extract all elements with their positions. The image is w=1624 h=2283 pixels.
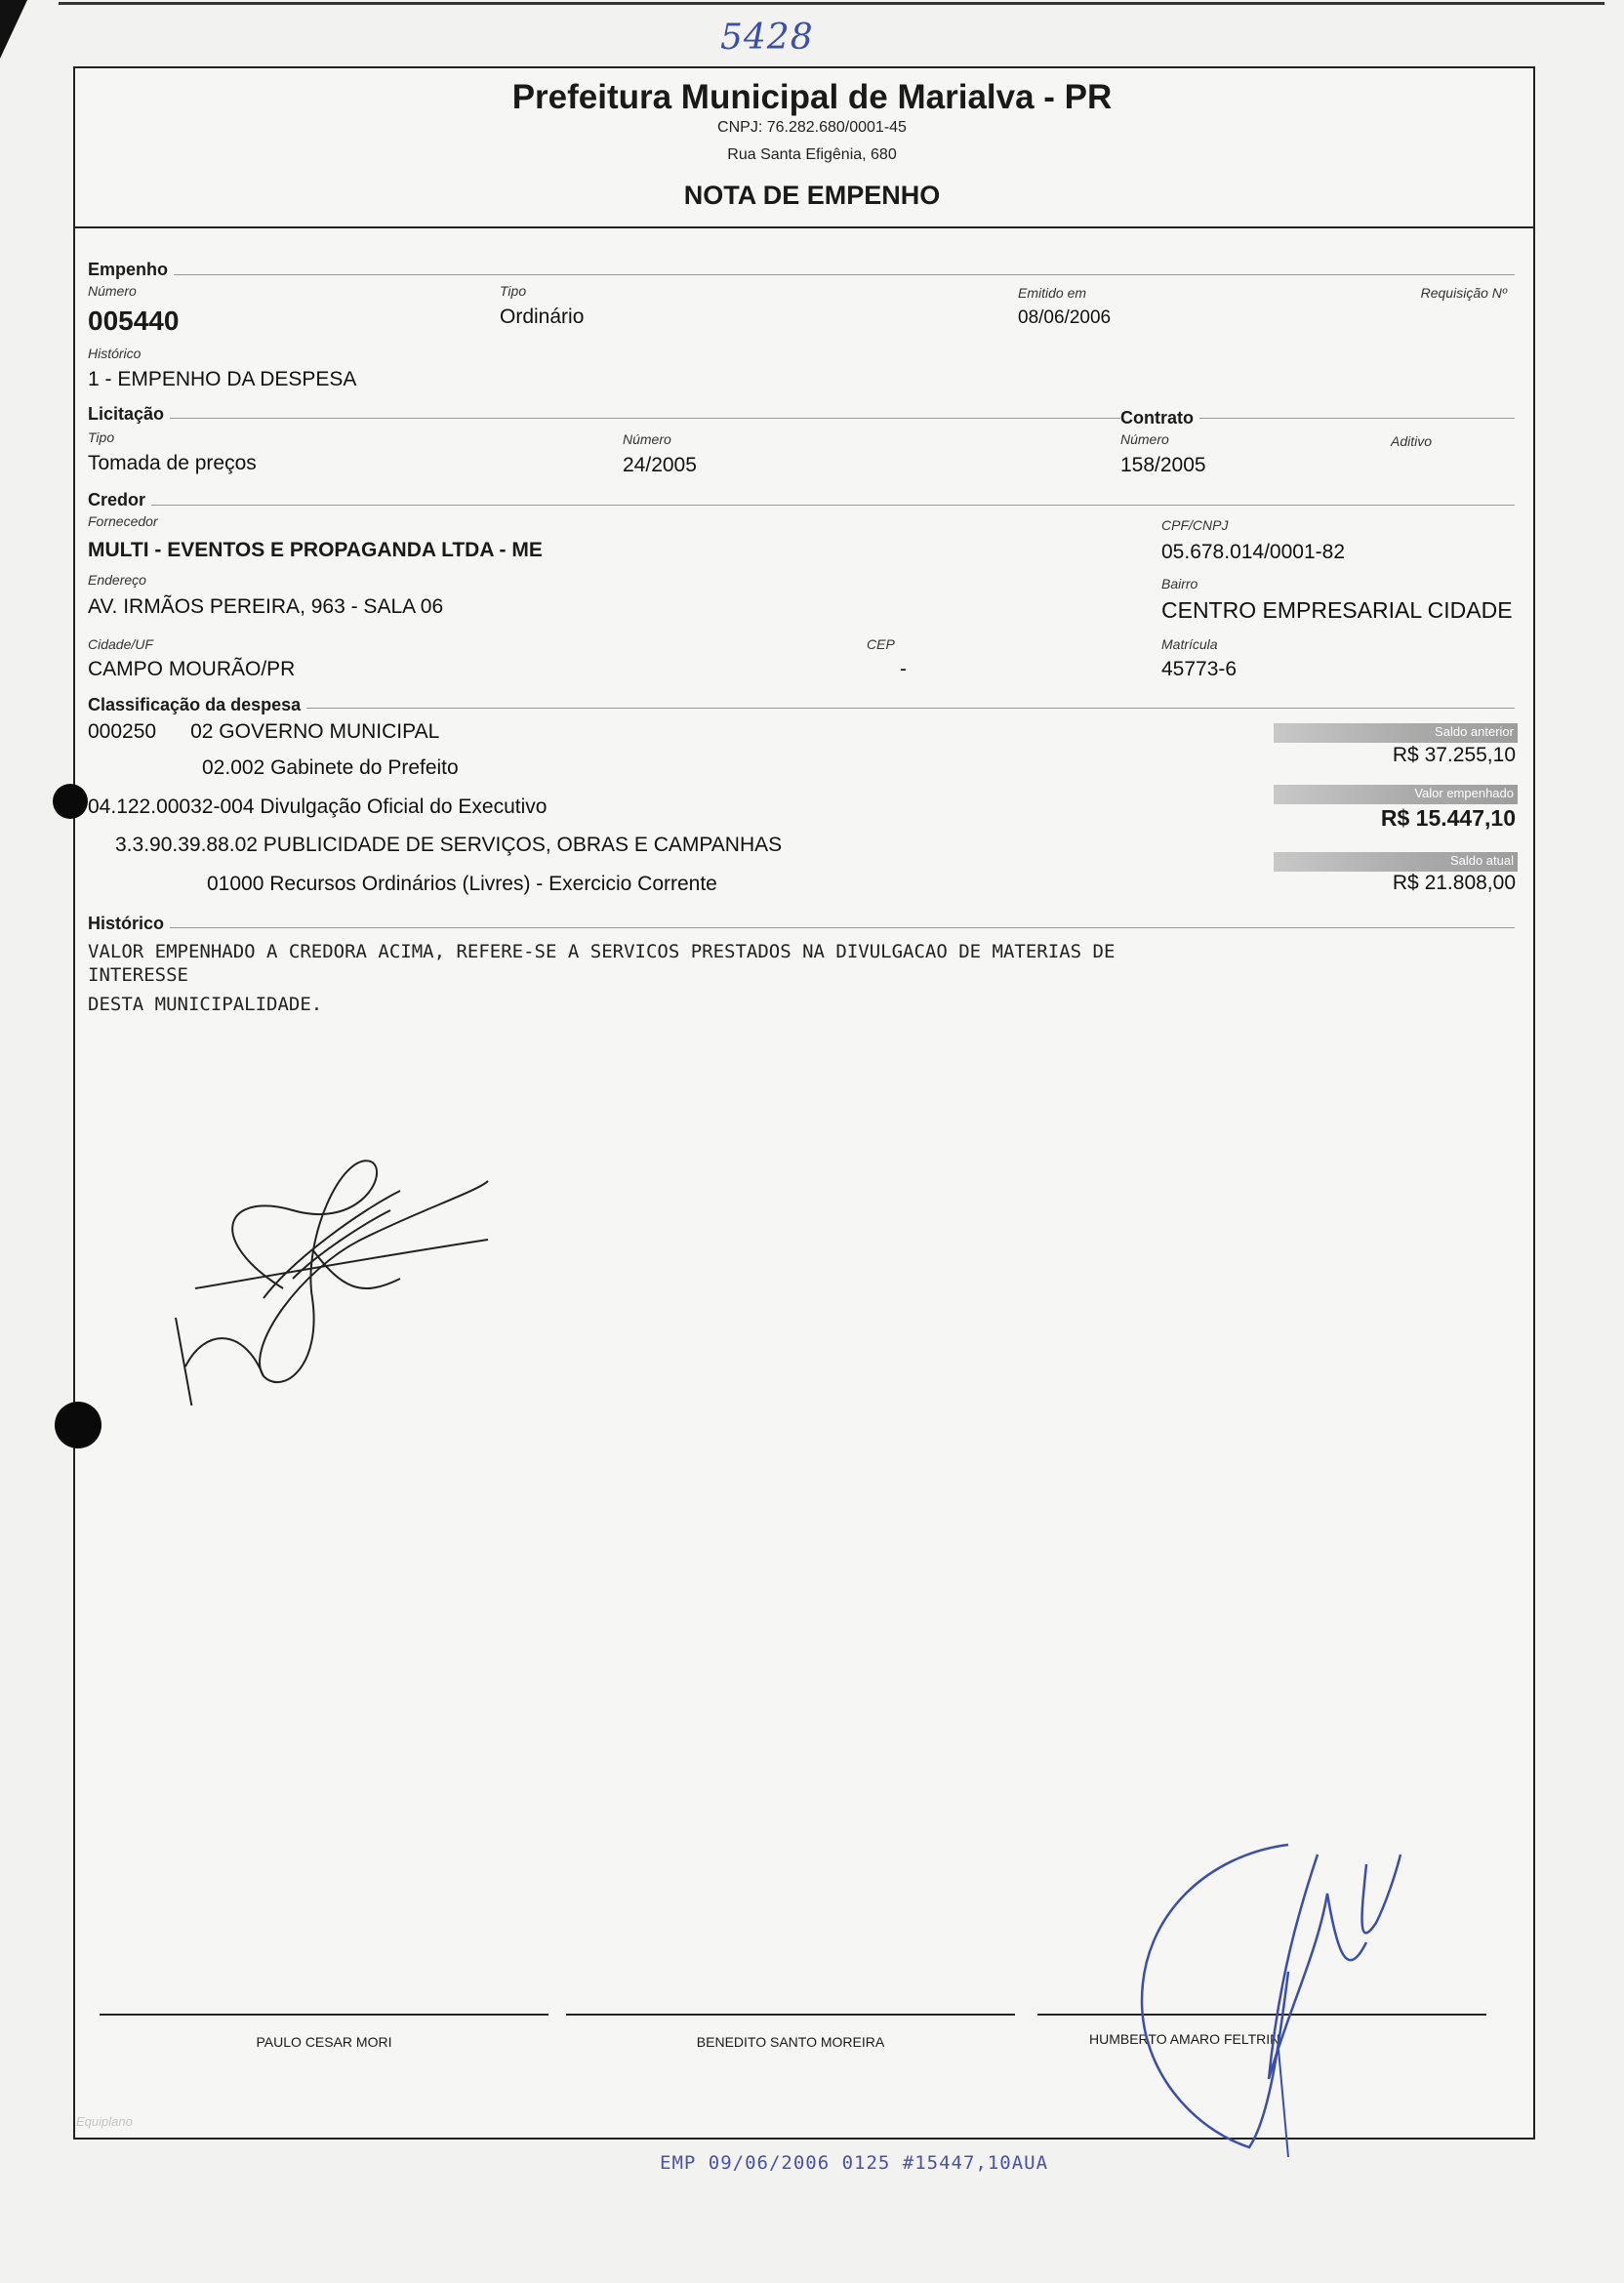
handwritten-signature-mark bbox=[166, 1152, 498, 1406]
software-watermark: Equiplano bbox=[76, 2114, 133, 2129]
matricula-value: 45773-6 bbox=[1161, 658, 1238, 680]
validation-stamp: EMP 09/06/2006 0125 #15447,10AUA bbox=[660, 2152, 1049, 2174]
saldo-anterior-value: R$ 37.255,10 bbox=[1392, 744, 1516, 766]
historico-line-3: DESTA MUNICIPALIDADE. bbox=[88, 994, 323, 1015]
classificacao-line-unidade: 02.002 Gabinete do Prefeito bbox=[202, 756, 459, 779]
page-corner-shadow bbox=[0, 0, 27, 59]
saldo-atual-label: Saldo atual bbox=[1449, 853, 1514, 868]
handwritten-page-number: 5428 bbox=[720, 18, 814, 58]
valor-empenhado-value: R$ 15.447,10 bbox=[1380, 805, 1516, 831]
matricula-label: Matrícula bbox=[1161, 636, 1218, 652]
valor-empenhado-label: Valor empenhado bbox=[1414, 786, 1514, 800]
aditivo-label: Aditivo bbox=[1391, 433, 1433, 449]
classificacao-line-recurso: 01000 Recursos Ordinários (Livres) - Exercicio Corrente bbox=[207, 873, 717, 895]
endereco-value: AV. IRMÃOS PEREIRA, 963 - SALA 06 bbox=[88, 595, 444, 618]
empenho-tipo: Ordinário bbox=[500, 306, 585, 328]
classificacao-line-funcional: 04.122.00032-004 Divulgação Oficial do Executivo bbox=[88, 795, 548, 818]
punch-hole-top bbox=[53, 784, 88, 819]
empenho-historico-label: Histórico bbox=[88, 346, 142, 361]
contrato-numero-label: Número bbox=[1120, 431, 1169, 447]
contrato-numero: 158/2005 bbox=[1120, 454, 1206, 476]
emitido-date: 08/06/2006 bbox=[1018, 307, 1112, 328]
historico-line-1: VALOR EMPENHADO A CREDORA ACIMA, REFERE-SE A SERVICOS PRESTADOS NA DIVULGACAO DE MATERIAS DE bbox=[88, 941, 1116, 962]
emitido-label: Emitido em bbox=[1018, 285, 1087, 301]
cnpj-line: CNPJ: 76.282.680/0001-45 bbox=[717, 119, 907, 136]
classificacao-line-orgao: 000250 02 GOVERNO MUNICIPAL bbox=[88, 720, 440, 743]
classificacao-line-elemento: 3.3.90.39.88.02 PUBLICIDADE DE SERVIÇOS, OBRAS E CAMPANHAS bbox=[115, 834, 783, 856]
cpf-label: CPF/CNPJ bbox=[1161, 517, 1229, 533]
signature-line-2 bbox=[566, 2014, 1015, 2016]
historico-heading: Histórico bbox=[88, 914, 170, 934]
empenho-rule bbox=[88, 274, 1515, 275]
fornecedor-label: Fornecedor bbox=[88, 513, 158, 529]
fornecedor-name: MULTI - EVENTOS E PROPAGANDA LTDA - ME bbox=[88, 539, 543, 561]
requisicao-label: Requisição Nº bbox=[1420, 285, 1507, 301]
valor-empenhado-bar bbox=[1274, 785, 1518, 804]
licitacao-tipo-label: Tipo bbox=[88, 429, 115, 445]
historico-line-2: INTERESSE bbox=[88, 964, 188, 986]
licitacao-numero: 24/2005 bbox=[623, 454, 697, 476]
signature-name-1: PAULO CESAR MORI bbox=[256, 2034, 392, 2050]
licitacao-tipo: Tomada de preços bbox=[88, 452, 257, 474]
signature-name-3: HUMBERTO AMARO FELTRIN bbox=[1089, 2031, 1280, 2047]
signature-name-2: BENEDITO SANTO MOREIRA bbox=[696, 2034, 885, 2050]
cidade-value: CAMPO MOURÃO/PR bbox=[88, 658, 296, 680]
saldo-atual-bar bbox=[1274, 852, 1518, 872]
cidade-label: Cidade/UF bbox=[88, 636, 153, 652]
contrato-heading: Contrato bbox=[1120, 408, 1199, 428]
historico-rule bbox=[88, 927, 1515, 928]
empenho-historico: 1 - EMPENHO DA DESPESA bbox=[88, 368, 357, 390]
licitacao-heading: Licitação bbox=[88, 404, 170, 425]
endereco-label: Endereço bbox=[88, 572, 146, 588]
address-line: Rua Santa Efigênia, 680 bbox=[727, 146, 897, 163]
saldo-anterior-bar bbox=[1274, 723, 1518, 743]
credor-rule bbox=[88, 505, 1515, 506]
signature-line-1 bbox=[100, 2014, 548, 2016]
handwritten-signature-feltrin bbox=[1132, 1835, 1415, 2157]
cpf-value: 05.678.014/0001-82 bbox=[1161, 541, 1346, 563]
header-divider bbox=[73, 226, 1533, 228]
cep-label: CEP bbox=[867, 636, 895, 652]
credor-heading: Credor bbox=[88, 490, 151, 510]
bairro-label: Bairro bbox=[1161, 576, 1198, 591]
document-title: NOTA DE EMPENHO bbox=[683, 181, 941, 210]
bairro-value: CENTRO EMPRESARIAL CIDADE bbox=[1161, 597, 1513, 623]
licitacao-rule bbox=[88, 418, 1515, 419]
empenho-numero-label: Número bbox=[88, 283, 137, 299]
licitacao-numero-label: Número bbox=[623, 431, 671, 447]
empenho-numero: 005440 bbox=[88, 306, 180, 336]
punch-hole-bottom bbox=[55, 1402, 102, 1448]
saldo-anterior-label: Saldo anterior bbox=[1435, 724, 1514, 739]
classificacao-heading: Classificação da despesa bbox=[88, 695, 306, 715]
empenho-heading: Empenho bbox=[88, 260, 174, 280]
page-top-edge bbox=[59, 2, 1604, 5]
empenho-tipo-label: Tipo bbox=[500, 283, 527, 299]
municipality-title: Prefeitura Municipal de Marialva - PR bbox=[511, 78, 1113, 116]
cep-value: - bbox=[900, 658, 907, 680]
saldo-atual-value: R$ 21.808,00 bbox=[1392, 872, 1516, 894]
